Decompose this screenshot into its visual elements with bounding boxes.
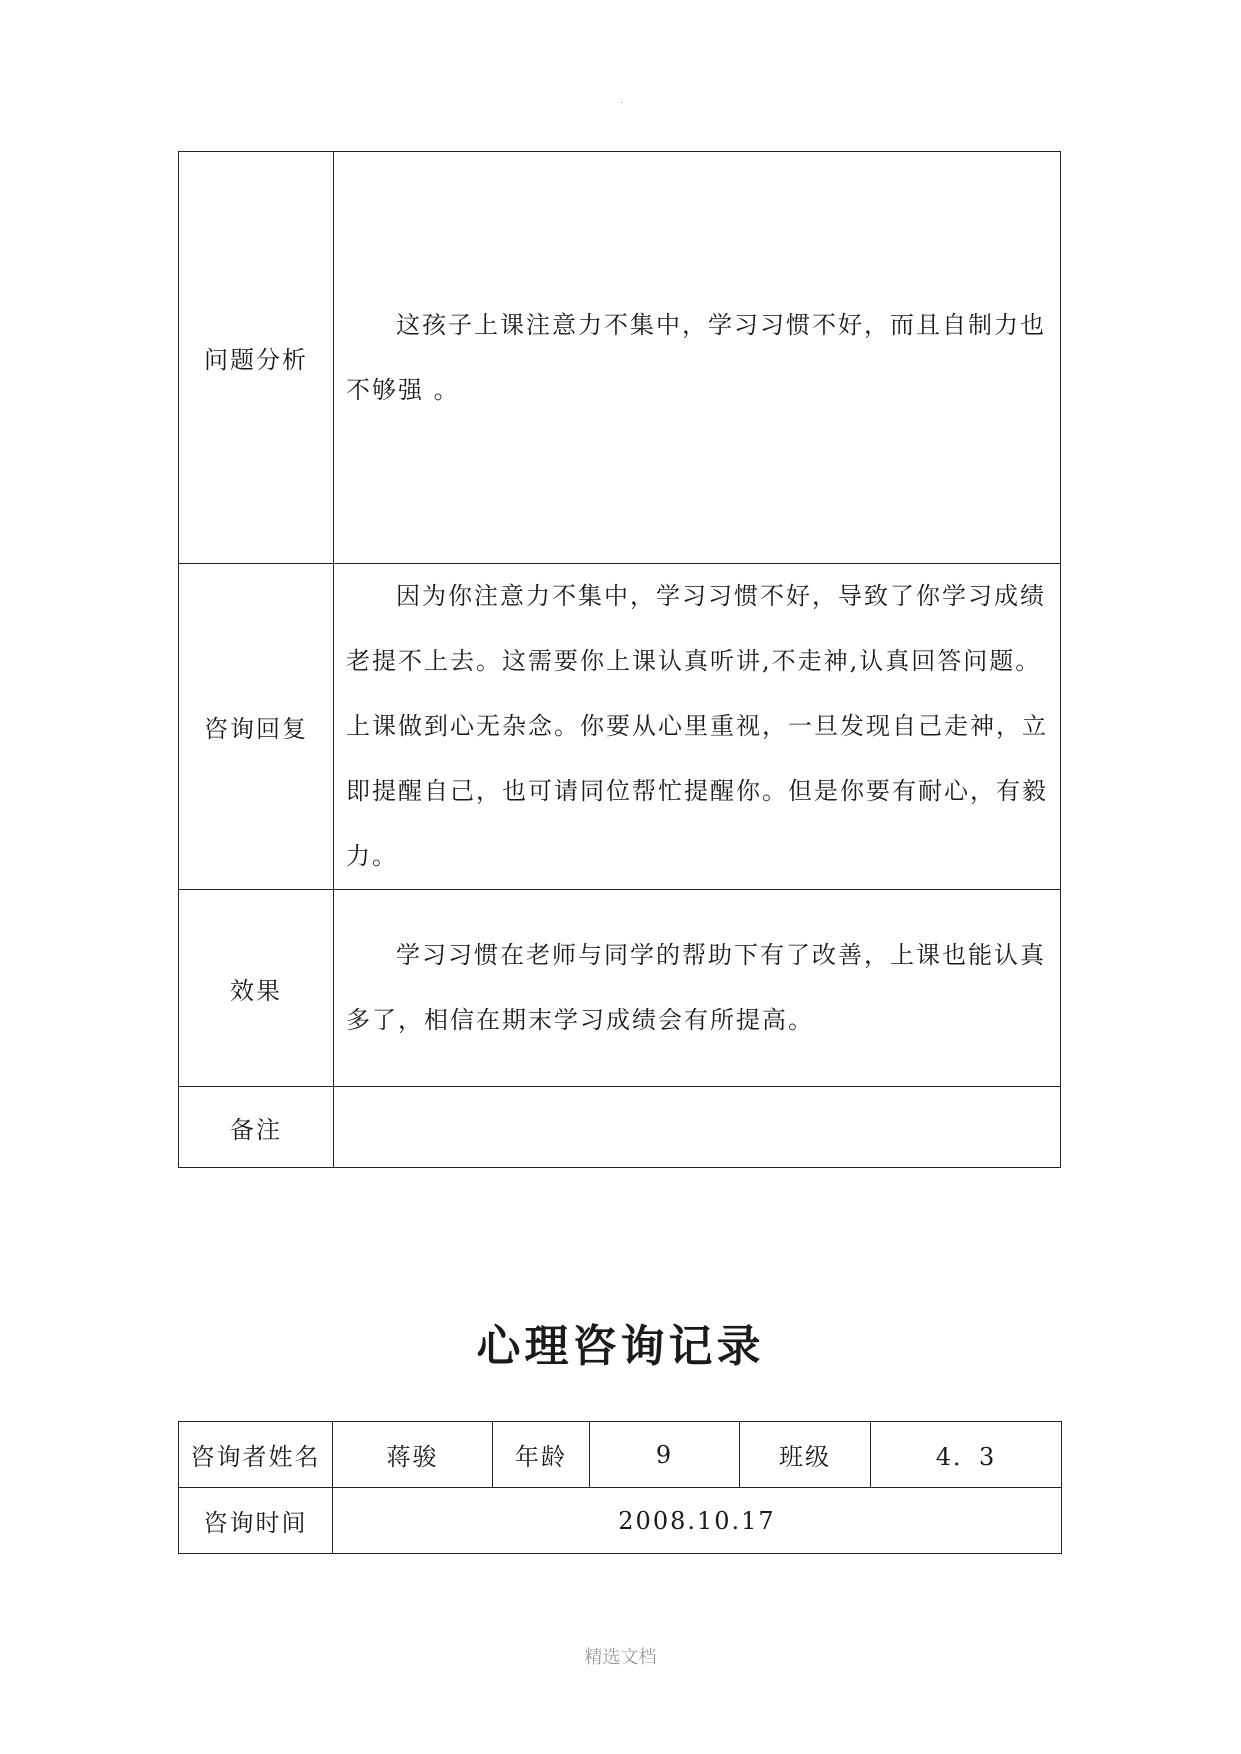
table-row	[179, 1488, 1062, 1554]
table-row	[179, 1422, 1062, 1488]
remarks-cell	[334, 1087, 1061, 1168]
page-title: 心理咨询记录	[476, 1321, 765, 1372]
age-value: 9	[590, 1422, 740, 1488]
effect-cell	[334, 890, 1061, 1087]
table-row	[179, 152, 1061, 564]
time-label: 咨询时间	[179, 1488, 333, 1554]
consultation-info-table	[178, 1421, 1062, 1554]
problem-analysis-text: 这孩子上课注意力不集中，学习习惯不好，而且自制力也不够强 。	[346, 310, 1046, 404]
table-row	[179, 564, 1061, 890]
table-row	[179, 890, 1061, 1087]
name-label: 咨询者姓名	[179, 1422, 333, 1488]
effect-text: 学习习惯在老师与同学的帮助下有了改善，上课也能认真多了，相信在期末学习成绩会有所提高。	[346, 941, 1046, 1034]
age-label: 年龄	[493, 1422, 590, 1488]
footer-watermark: 精选文档	[584, 1647, 657, 1668]
time-value: 2008.10.17	[333, 1488, 1062, 1554]
problem-analysis-cell	[334, 152, 1061, 564]
name-value: 蒋骏	[333, 1422, 493, 1488]
consultation-reply-label: 咨询回复	[179, 564, 334, 890]
consultation-reply-cell	[334, 564, 1061, 890]
consultation-reply-text: 因为你注意力不集中，学习习惯不好，导致了你学习成绩老提不上去。这需要你上课认真听讲,不走神,认真回答问题。上课做到心无杂念。你要从心里重视，一旦发现自己走神，立即提醒自己，也可请同位帮忙提醒你。但是你要有耐心，有毅力。	[346, 582, 1048, 870]
remarks-label: 备注	[179, 1087, 334, 1168]
top-mark: ·	[620, 98, 624, 109]
table-row	[179, 1087, 1061, 1168]
class-value: 4．3	[871, 1422, 1062, 1488]
effect-label: 效果	[179, 890, 334, 1087]
problem-analysis-label: 问题分析	[179, 152, 334, 564]
class-label: 班级	[740, 1422, 871, 1488]
consultation-detail-table	[178, 151, 1061, 1168]
